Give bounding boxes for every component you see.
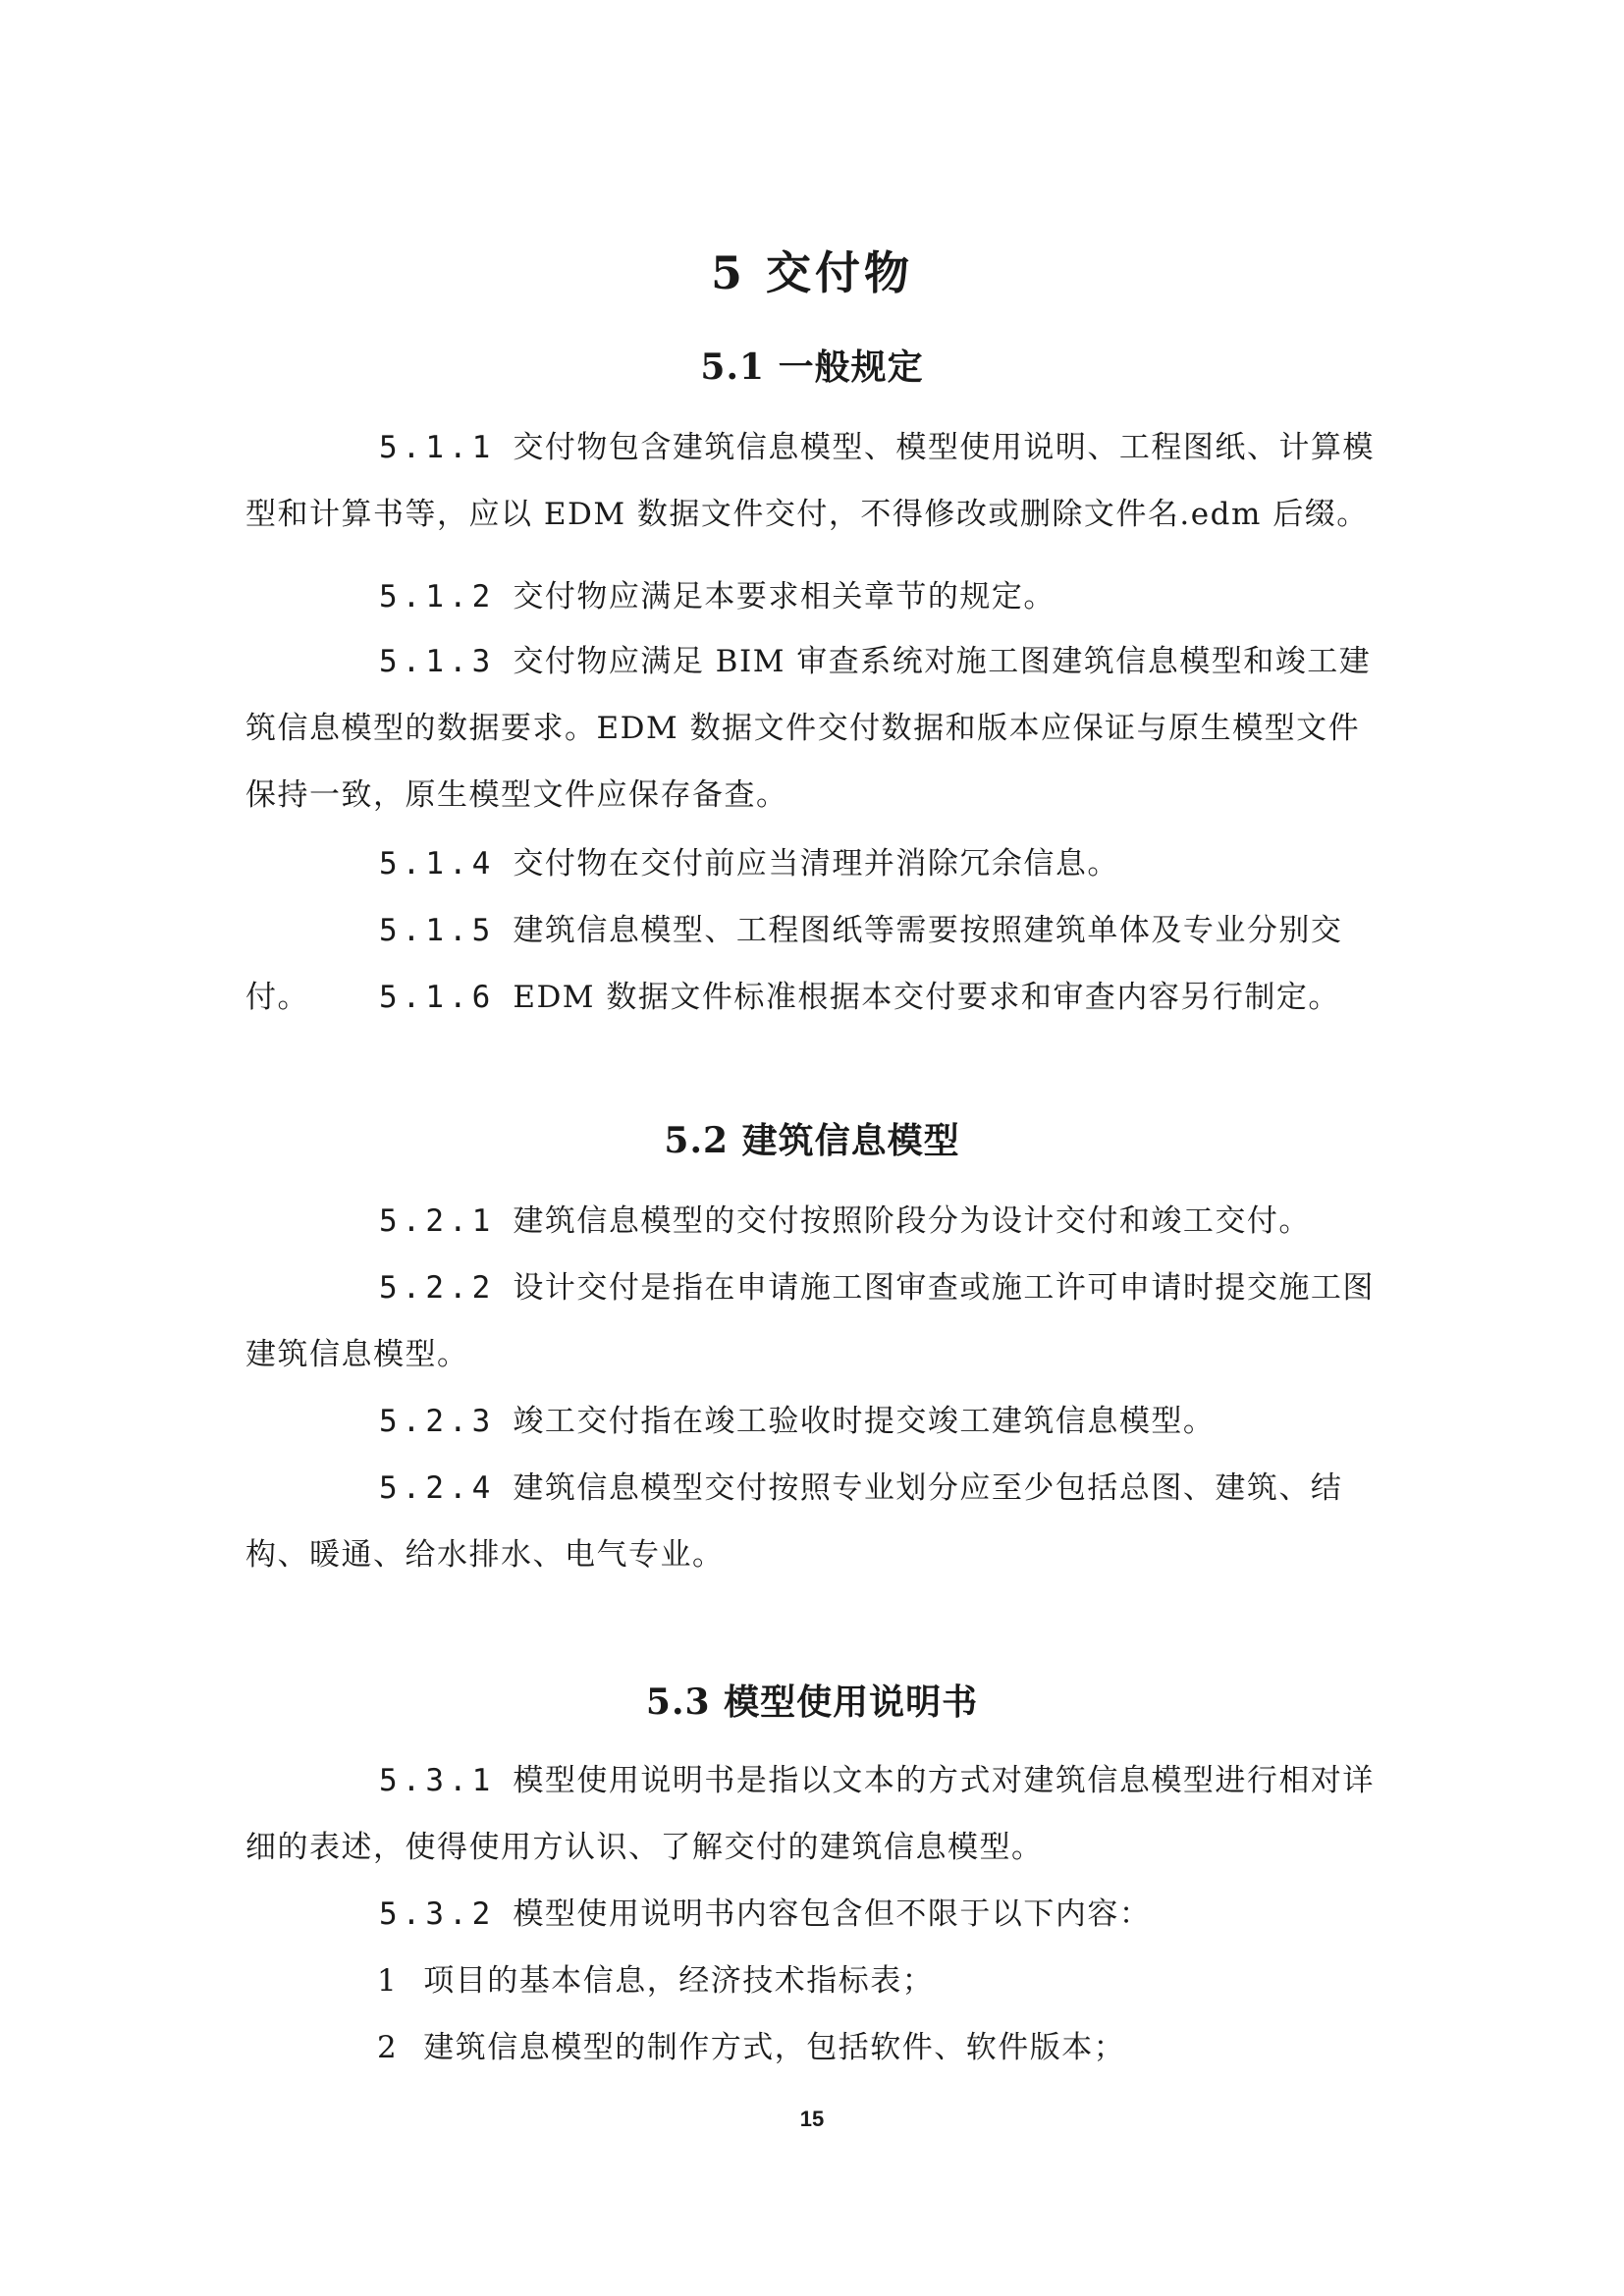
clause-number: 5.1.4 [379,846,496,881]
clause-number: 5.1.3 [379,644,496,679]
clause-number: 5.3.2 [379,1896,496,1932]
clause-5-2-2 [245,1255,1389,1388]
list-item [377,1948,1388,2014]
clause-5-1-1 [245,414,1389,548]
clause-text: 建筑信息模型、工程图纸等需要按照建筑单体及专业分别交付。 [245,913,1343,1015]
clause-number: 5.1.5 [379,913,496,948]
clause-number: 5.2.4 [379,1470,496,1506]
page-number: 15 [799,2107,825,2131]
clause-text: 交付物应满足 BIM 审查系统对施工图建筑信息模型和竣工建筑信息模型的数据要求。EDM 数据文件交付数据和版本应保证与原生模型文件保持一致，原生模型文件应保存备查。 [245,644,1372,813]
clause-number: 5.1.1 [379,430,496,465]
clause-number: 5.1.6 [379,980,496,1015]
section-title-5-3: 5.3 模型使用说明书 [645,1682,979,1723]
clause-number: 5.2.1 [379,1203,496,1239]
list-item-text: 项目的基本信息，经济技术指标表； [423,1963,935,1999]
list-item-text: 建筑信息模型的制作方式，包括软件、软件版本； [423,2030,1126,2065]
section-title-5-1: 5.1 一般规定 [700,347,924,388]
clause-text: 设计交付是指在申请施工图审查或施工许可申请时提交施工图建筑信息模型。 [245,1270,1375,1372]
clause-5-3-2 [245,1881,1389,1948]
clause-5-1-2 [245,563,1389,630]
clause-text: 竣工交付指在竣工验收时提交竣工建筑信息模型。 [513,1404,1216,1439]
clause-text: 建筑信息模型交付按照专业划分应至少包括总图、建筑、结构、暖通、给水排水、电气专业。 [245,1470,1343,1573]
clause-number: 5.2.3 [379,1404,496,1439]
clause-text: 交付物包含建筑信息模型、模型使用说明、工程图纸、计算模型和计算书等，应以 EDM 数据文件交付，不得修改或删除文件名.edm 后缀。 [245,430,1375,532]
list-item-number: 1 [377,1963,399,1999]
clause-5-2-4 [245,1455,1389,1588]
clause-text: 建筑信息模型的交付按照阶段分为设计交付和竣工交付。 [513,1203,1311,1239]
clause-text: 模型使用说明书内容包含但不限于以下内容： [513,1896,1152,1932]
clause-5-3-1 [245,1747,1389,1881]
clause-text: 模型使用说明书是指以文本的方式对建筑信息模型进行相对详细的表述，使得使用方认识、了解交付的建筑信息模型。 [245,1763,1375,1865]
list-item-number: 2 [377,2030,399,2065]
clause-number: 5.3.1 [379,1763,496,1798]
clause-5-2-1 [245,1188,1389,1255]
list-item [377,2014,1388,2081]
clause-5-1-4 [245,830,1389,897]
clause-5-1-3 [245,628,1389,828]
clause-number: 5.2.2 [379,1270,496,1306]
section-title-5-2: 5.2 建筑信息模型 [664,1120,960,1161]
clause-5-2-3 [245,1388,1389,1455]
clause-text: 交付物应满足本要求相关章节的规定。 [513,579,1056,614]
clause-number: 5.1.2 [379,579,496,614]
clause-text: 交付物在交付前应当清理并消除冗余信息。 [513,846,1119,881]
chapter-title: 5 交付物 [710,246,914,299]
clause-5-1-6 [245,964,1389,1031]
clause-text: EDM 数据文件标准根据本交付要求和审查内容另行制定。 [513,980,1340,1015]
